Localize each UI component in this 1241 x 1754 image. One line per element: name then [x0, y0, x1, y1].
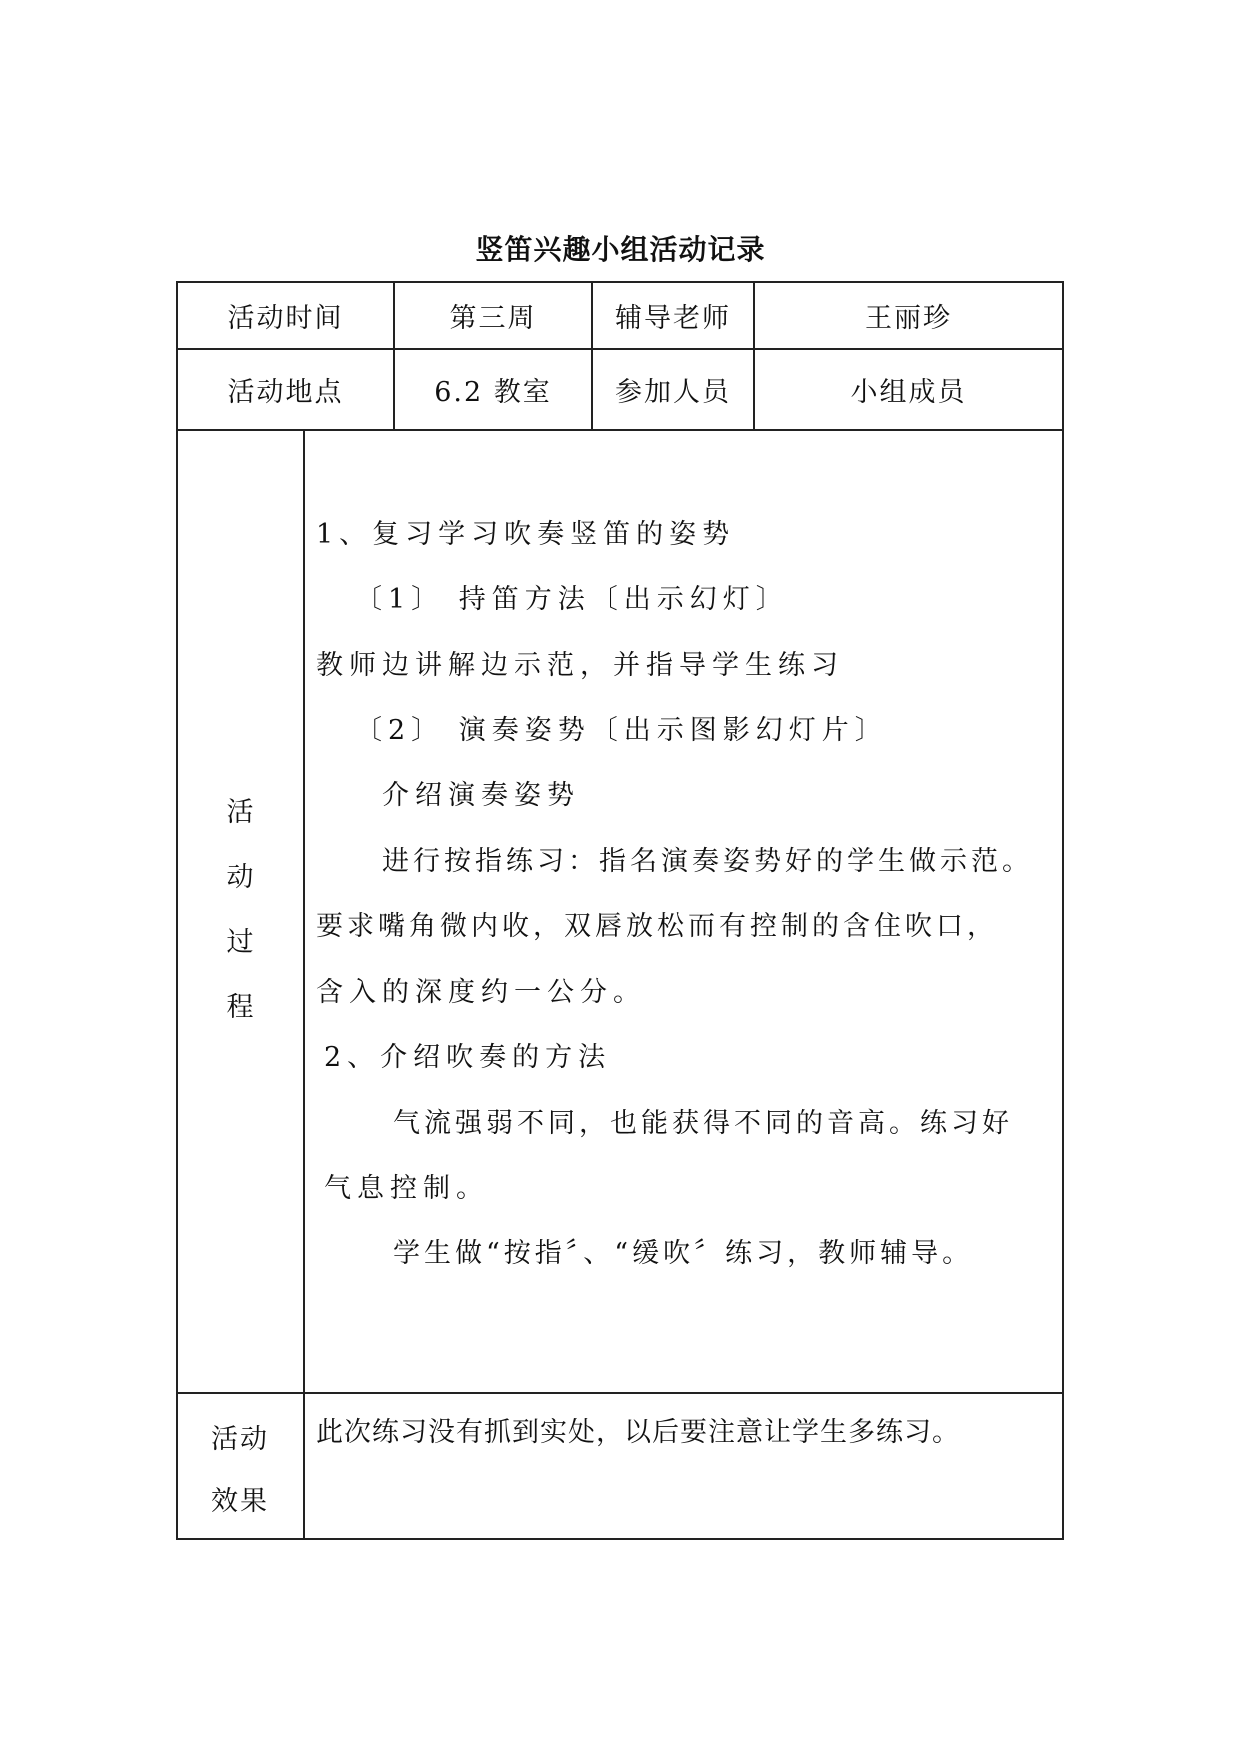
- process-line: 含入的深度约一公分。: [316, 977, 646, 1008]
- process-label-char: 活: [226, 797, 254, 828]
- process-line: 气流强弱不同，也能获得不同的音高。练习好: [393, 1108, 1013, 1139]
- effect-label-line: 效果: [211, 1486, 269, 1517]
- place-value: 6.2 教室: [434, 377, 552, 408]
- members-label: 参加人员: [615, 377, 731, 408]
- process-line: 学生做“按指〞、“缓吹〞练习，教师辅导。: [393, 1238, 974, 1269]
- members-value: 小组成员: [850, 377, 967, 408]
- process-label-char: 动: [226, 862, 254, 893]
- process-line: 进行按指练习：指名演奏姿势好的学生做示范。: [382, 846, 1033, 877]
- place-label: 活动地点: [227, 377, 344, 408]
- process-line: 气息控制。: [324, 1173, 489, 1204]
- process-line: 要求嘴角微内收，双唇放松而有控制的含住吹口，: [316, 911, 998, 942]
- table-row-divider: [176, 1392, 1064, 1394]
- effect-text: 此次练习没有抓到实处，以后要注意让学生多练习。: [316, 1417, 960, 1448]
- process-line: 〔1〕 持笛方法〔出示幻灯〕: [355, 584, 789, 615]
- teacher-value: 王丽珍: [865, 303, 952, 334]
- process-label: [176, 790, 304, 1030]
- effect-label-line: 活动: [211, 1424, 269, 1455]
- time-value: 第三周: [449, 303, 537, 334]
- effect-label: [176, 1417, 304, 1517]
- teacher-label: 辅导老师: [615, 303, 731, 334]
- process-label-char: 程: [226, 992, 254, 1023]
- page-title: 竖笛兴趣小组活动记录: [475, 233, 766, 266]
- process-line: 1、复习学习吹奏竖笛的姿势: [316, 519, 736, 550]
- process-line: 〔2〕 演奏姿势〔出示图影幻灯片〕: [355, 715, 888, 746]
- process-label-char: 过: [226, 927, 254, 958]
- process-line: 教师边讲解边示范，并指导学生练习: [316, 650, 844, 681]
- table-border-bottom: [176, 1538, 1064, 1540]
- process-line: 介绍演奏姿势: [382, 780, 580, 811]
- process-line: 2、介绍吹奏的方法: [324, 1042, 612, 1073]
- table-row-divider: [176, 429, 1064, 431]
- table-border-right: [1062, 281, 1064, 1540]
- time-label: 活动时间: [227, 303, 344, 334]
